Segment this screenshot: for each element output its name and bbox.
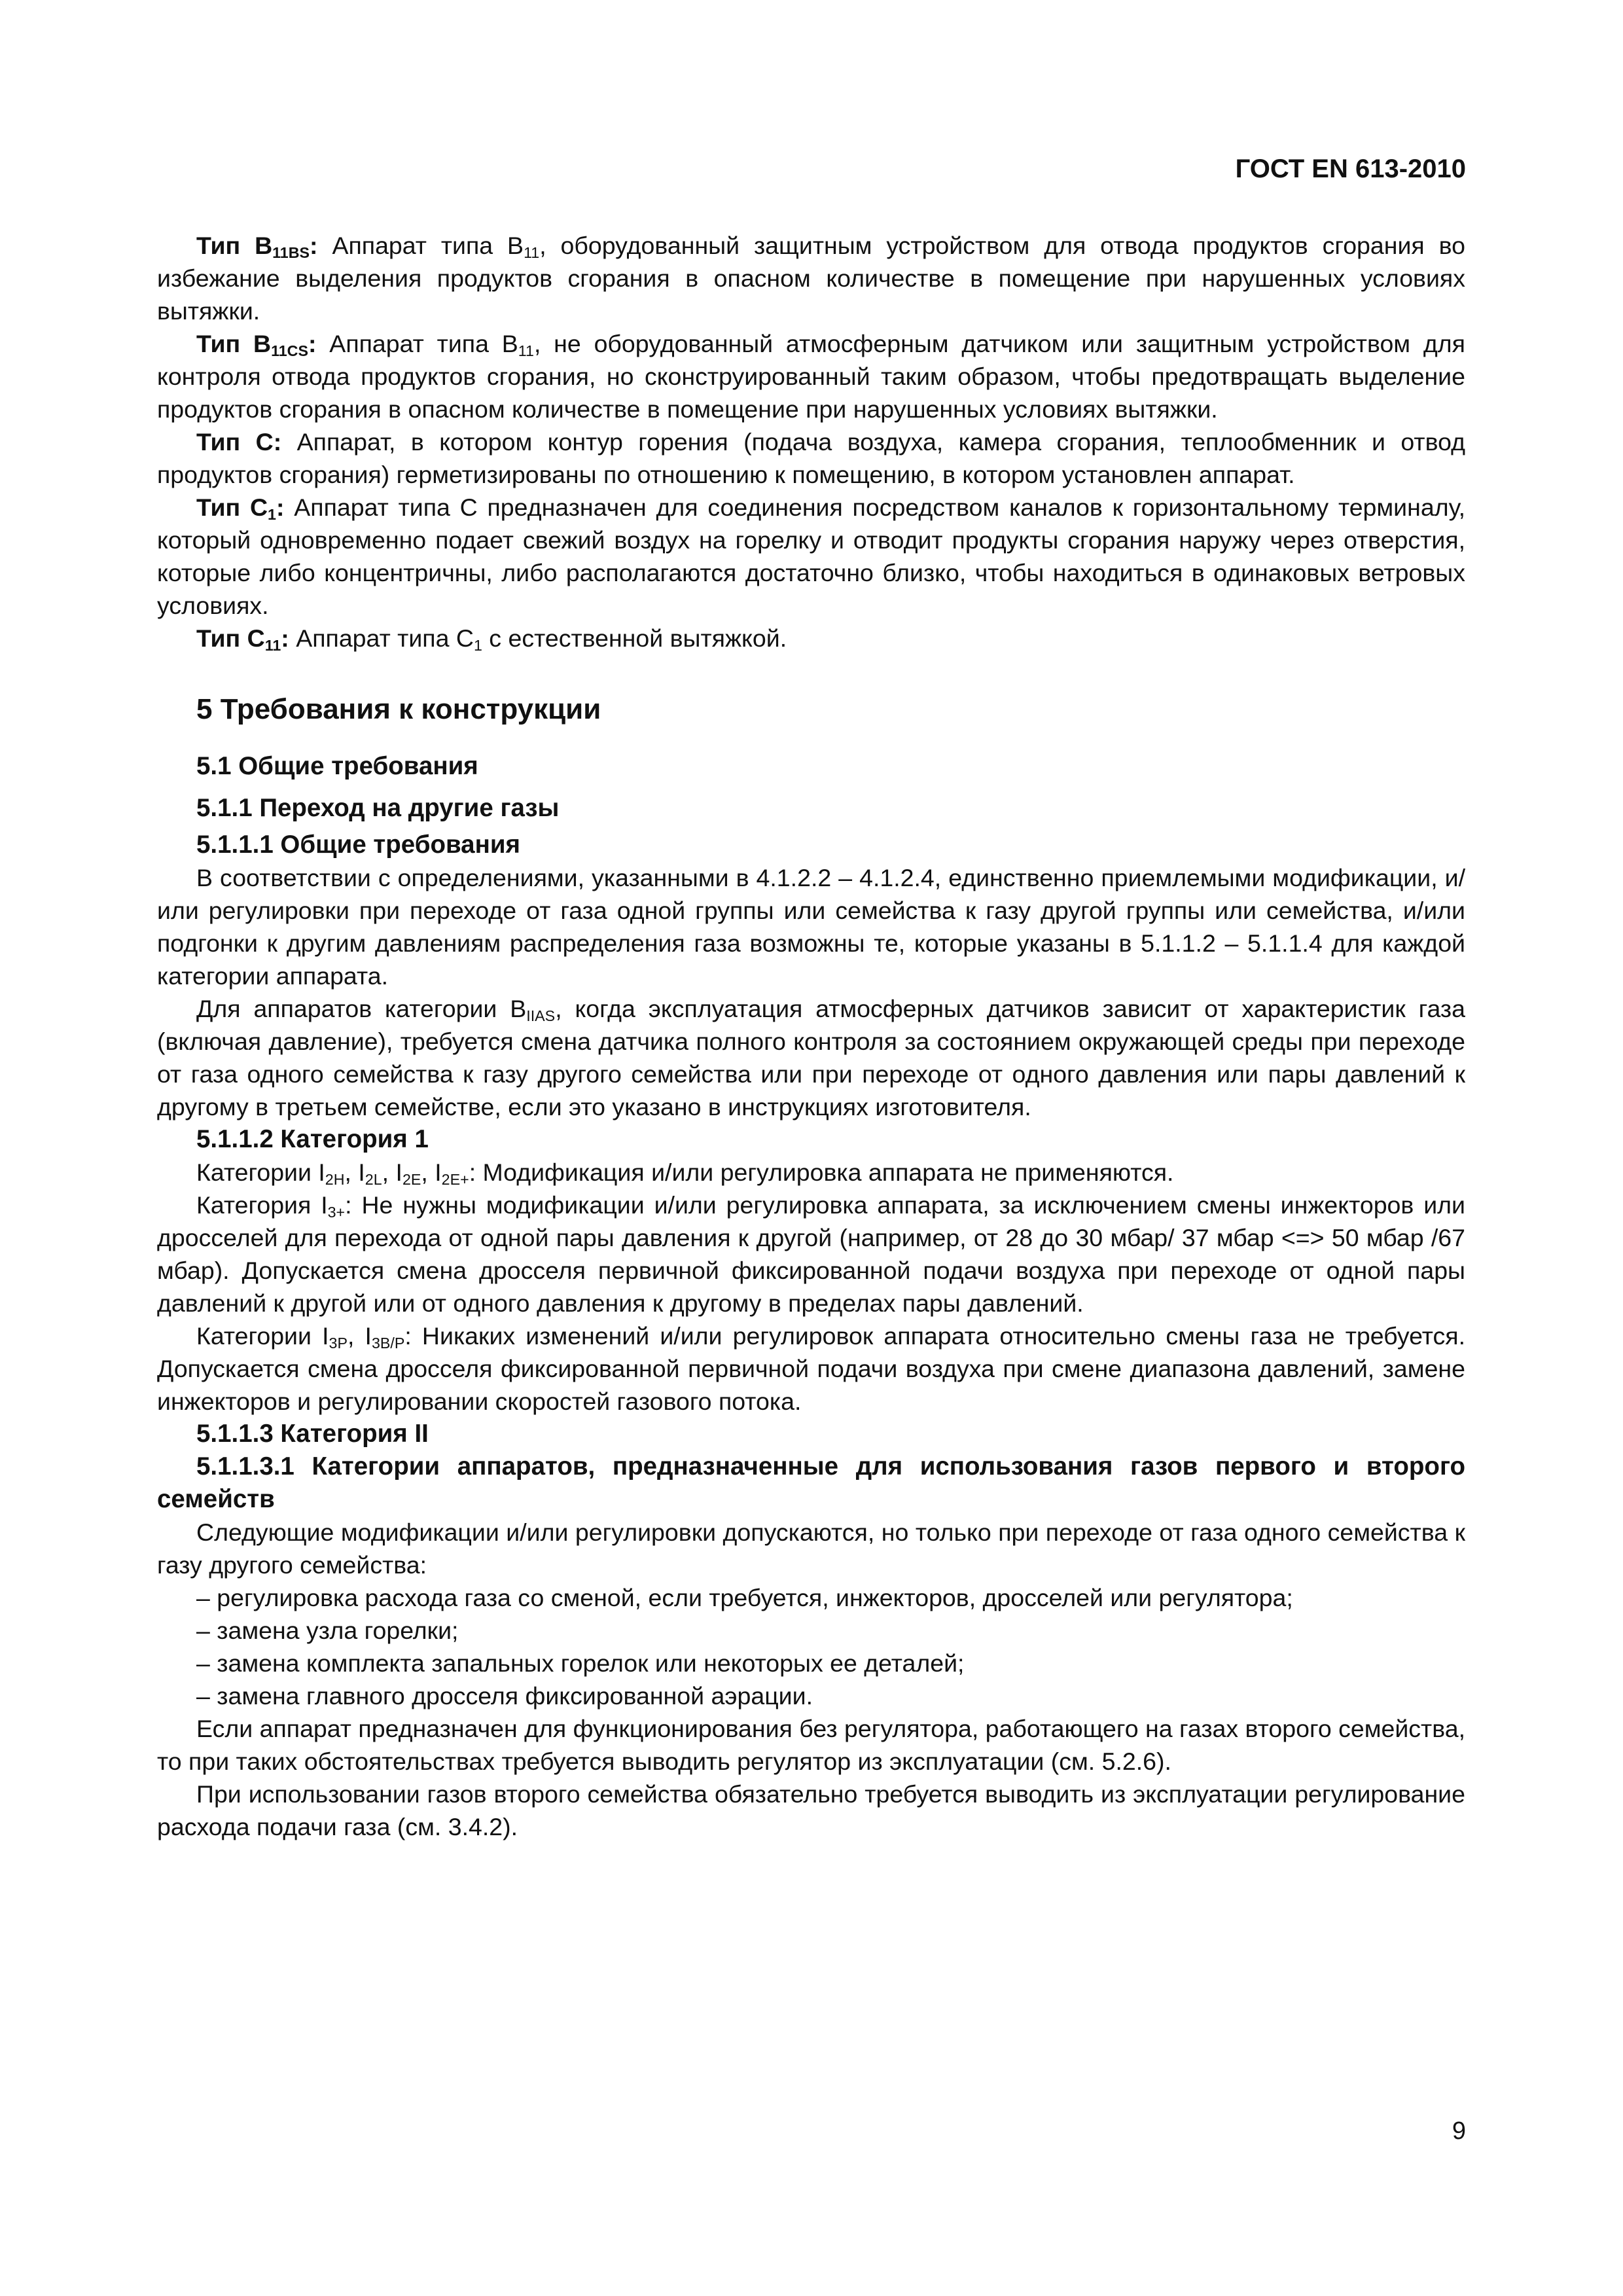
section-5-1-1-3-title: 5.1.1.3 Категория II [196, 1420, 429, 1448]
list-item: – замена узла горелки; [196, 1617, 459, 1644]
section-5-1-1-2-title: 5.1.1.2 Категория 1 [196, 1125, 429, 1153]
type-label: Тип $B_{11CS}$: [196, 330, 317, 359]
section-5-1-1-1-paragraph-1: В соответствии с определениями, указанными в 4.1.2.2 – 4.1.2.4, единственно приемлемыми модификации, и/или регулировки при переходе от газа одной группы или семейства к газу другой группы или семейства, и/или подгонки к другим давлениям распределения газа возможны те, которые указаны в 5.1.1.2 – 5.1.1.4 для каждой категории аппарата. [157, 864, 1465, 990]
category-1-paragraph-2: Категория $I_{3+}$: Не нужны модификации и/или регулировка аппарата, за исключением смены инжекторов или дросселей для перехода от одной пары давления к другой (например, от 28 до 30 мбар/ 37 мбар <=> 50 мбар /67 мбар). Допускается смена дросселя первичной фиксированной подачи воздуха при переходе от одной пары давлений к другой или от одного давления к другому в пределах пары давлений. [157, 1191, 1465, 1317]
section-5-1-title: 5.1 Общие требования [196, 752, 478, 780]
type-c1-paragraph: Тип $С_1$: Аппарат типа С предназначен для соединения посредством каналов к горизонтальному терминалу, который одновременно подает свежий воздух на горелку и отводит продукты сгорания наружу через отверстия, которые либо концентричны, либо располагаются достаточно близко, чтобы находиться в одинаковых ветровых условиях. [157, 493, 1465, 619]
type-c11-paragraph: Тип $С_{11}$: Аппарат типа $С_1$ с естественной вытяжкой. [196, 624, 787, 654]
type-c-paragraph: Тип С: Аппарат, в котором контур горения (подача воздуха, камера сгорания, теплообменник и отвод продуктов сгорания) герметизированы по отношению к помещению, в котором установлен аппарат. [157, 428, 1465, 488]
type-label: Тип $B_{11BS}$: [196, 232, 318, 261]
category-1-paragraph-3: Категории $I_{3P}$, $I_{3B/P}$: Никаких изменений и/или регулировок аппарата относительно смены газа не требуется. Допускается смена дросселя фиксированной первичной подачи воздуха при смене диапазона давлений, замене инжекторов и регулировании скоростей газового потока. [157, 1322, 1465, 1415]
document-header: ГОСТ EN 613-2010 [1235, 154, 1466, 183]
section-5-1-1-3-1-paragraph-3: При использовании газов второго семейства обязательно требуется выводить из эксплуатации регулирование расхода подачи газа (см. 3.4.2). [157, 1780, 1465, 1840]
section-5-1-1-3-1-paragraph-2: Если аппарат предназначен для функционирования без регулятора, работающего на газах второго семейства, то при таких обстоятельствах требуется выводить регулятор из эксплуатации (см. 5.2.6). [157, 1715, 1465, 1775]
page-content [157, 229, 1465, 1843]
list-item: – замена главного дросселя фиксированной аэрации. [196, 1682, 813, 1710]
section-5-1-1-3-1-title: 5.1.1.3.1 Категории аппаратов, предназначенные для использования газов первого и второго семейств [157, 1452, 1465, 1513]
section-5-title: 5 Требования к конструкции [196, 693, 601, 725]
section-5-1-1-1-title: 5.1.1.1 Общие требования [196, 831, 520, 859]
category-1-paragraph-1: Категории $I_{2H}$, $I_{2L}$, $I_{2E}$, $I_{2E+}$: Модификация и/или регулировка аппарата не применяются. [196, 1158, 1174, 1188]
type-label: Тип $С_{11}$: [196, 624, 289, 654]
type-b11bs-paragraph: Тип $B_{11BS}$: Аппарат типа $B_{11}$, оборудованный защитным устройством для отвода продуктов сгорания во избежание выделения продуктов сгорания в опасном количестве в помещение при нарушенных условиях вытяжки. [157, 232, 1465, 325]
section-5-1-1-3-1-paragraph-1: Следующие модификации и/или регулировки допускаются, но только при переходе от газа одного семейства к газу другого семейства: [157, 1518, 1465, 1579]
section-5-1-1-title: 5.1.1 Переход на другие газы [196, 794, 560, 822]
type-label: Тип $С_1$: [196, 493, 285, 523]
list-item: – замена комплекта запальных горелок или некоторых ее деталей; [196, 1649, 965, 1677]
type-label: Тип С: [196, 428, 282, 456]
page-number: 9 [1452, 2117, 1466, 2145]
section-5-1-1-1-paragraph-2: Для аппаратов категории $B_{IIAS}$, когда эксплуатация атмосферных датчиков зависит от характеристик газа (включая давление), требуется смена датчика полного контроля за состоянием окружающей среды при переходе от газа одного семейства к газу другого семейства или при переходе от одного давления или пары давлений к другому в третьем семействе, если это указано в инструкциях изготовителя. [157, 995, 1465, 1121]
list-item: – регулировка расхода газа со сменой, если требуется, инжекторов, дросселей или регулятора; [196, 1584, 1293, 1611]
type-b11cs-paragraph: Тип $B_{11CS}$: Аппарат типа $B_{11}$, не оборудованный атмосферным датчиком или защитным устройством для контроля отвода продуктов сгорания, но сконструированный таким образом, чтобы предотвращать выделение продуктов сгорания в опасном количестве в помещение при нарушенных условиях вытяжки. [157, 330, 1465, 423]
